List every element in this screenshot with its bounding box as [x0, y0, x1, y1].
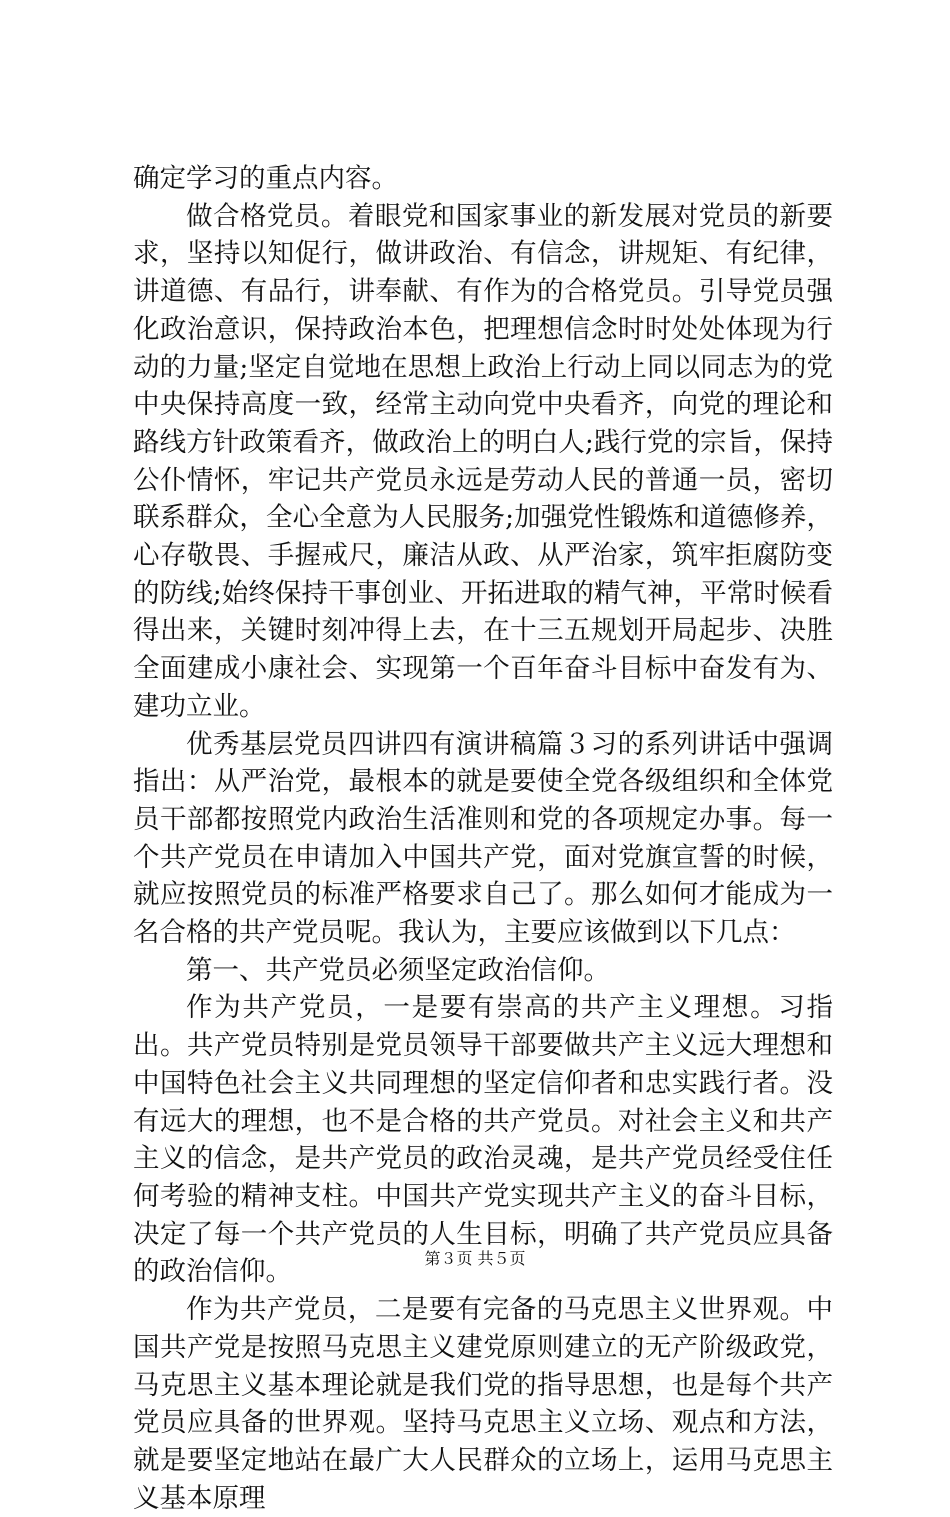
paragraph-3: 优秀基层党员四讲四有演讲稿篇３习的系列讲话中强调指出：从严治党，最根本的就是要使全党各级组织和全体党员干部都按照党内政治生活准则和党的各项规定办事。每一个共产党员在申请加入中国共产党，面对党旗宣誓的时候，就应按照党员的标准严格要求自己了。那么如何才能成为一名合格的共产党员呢。我认为，主要应该做到以下几点：	[133, 728, 833, 949]
paragraph-2: 做合格党员。着眼党和国家事业的新发展对党员的新要求，坚持以知促行，做讲政治、有信念，讲规矩、有纪律，讲道德、有品行，讲奉献、有作为的合格党员。引导党员强化政治意识，保持政治本色，把理想信念时时处处体现为行动的力量;坚定自觉地在思想上政治上行动上同以同志为的党中央保持高度一致，经常主动向党中央看齐，向党的理论和路线方针政策看齐，做政治上的明白人;践行党的宗旨，保持公仆情怀，牢记共产党员永远是劳动人民的普通一员，密切联系群众，全心全意为人民服务;加强党性锻炼和道德修养，心存敬畏、手握戒尺，廉洁从政、从严治家，筑牢拒腐防变的防线;始终保持干事创业、开拓进取的精气神，平常时候看得出来，关键时刻冲得上去，在十三五规划开局起步、决胜全面建成小康社会、实现第一个百年奋斗目标中奋发有为、建功立业。	[133, 200, 833, 722]
paragraph-5: 作为共产党员，一是要有崇高的共产主义理想。习指出。共产党员特别是党员领导干部要做共产主义远大理想和中国特色社会主义共同理想的坚定信仰者和忠实践行者。没有远大的理想，也不是合格的共产党员。对社会主义和共产主义的信念，是共产党员的政治灵魂，是共产党员经受住任何考验的精神支柱。中国共产党实现共产主义的奋斗目标，决定了每一个共产党员的人生目标，明确了共产党员应具备的政治信仰。	[133, 992, 833, 1288]
document-body	[133, 160, 833, 1517]
paragraph-6: 作为共产党员，二是要有完备的马克思主义世界观。中国共产党是按照马克思主义建党原则建立的无产阶级政党，马克思主义基本理论就是我们党的指导思想，也是每个共产党员应具备的世界观。坚持马克思主义立场、观点和方法，就是要坚定地站在最广大人民群众的立场上，运用马克思主义基本原理	[133, 1294, 833, 1514]
section-heading: 第一、共产党员必须坚定政治信仰。	[186, 954, 610, 986]
page-number-footer: 第３页 共５页	[424, 1249, 526, 1268]
paragraph-1: 确定学习的重点内容。	[133, 163, 398, 194]
